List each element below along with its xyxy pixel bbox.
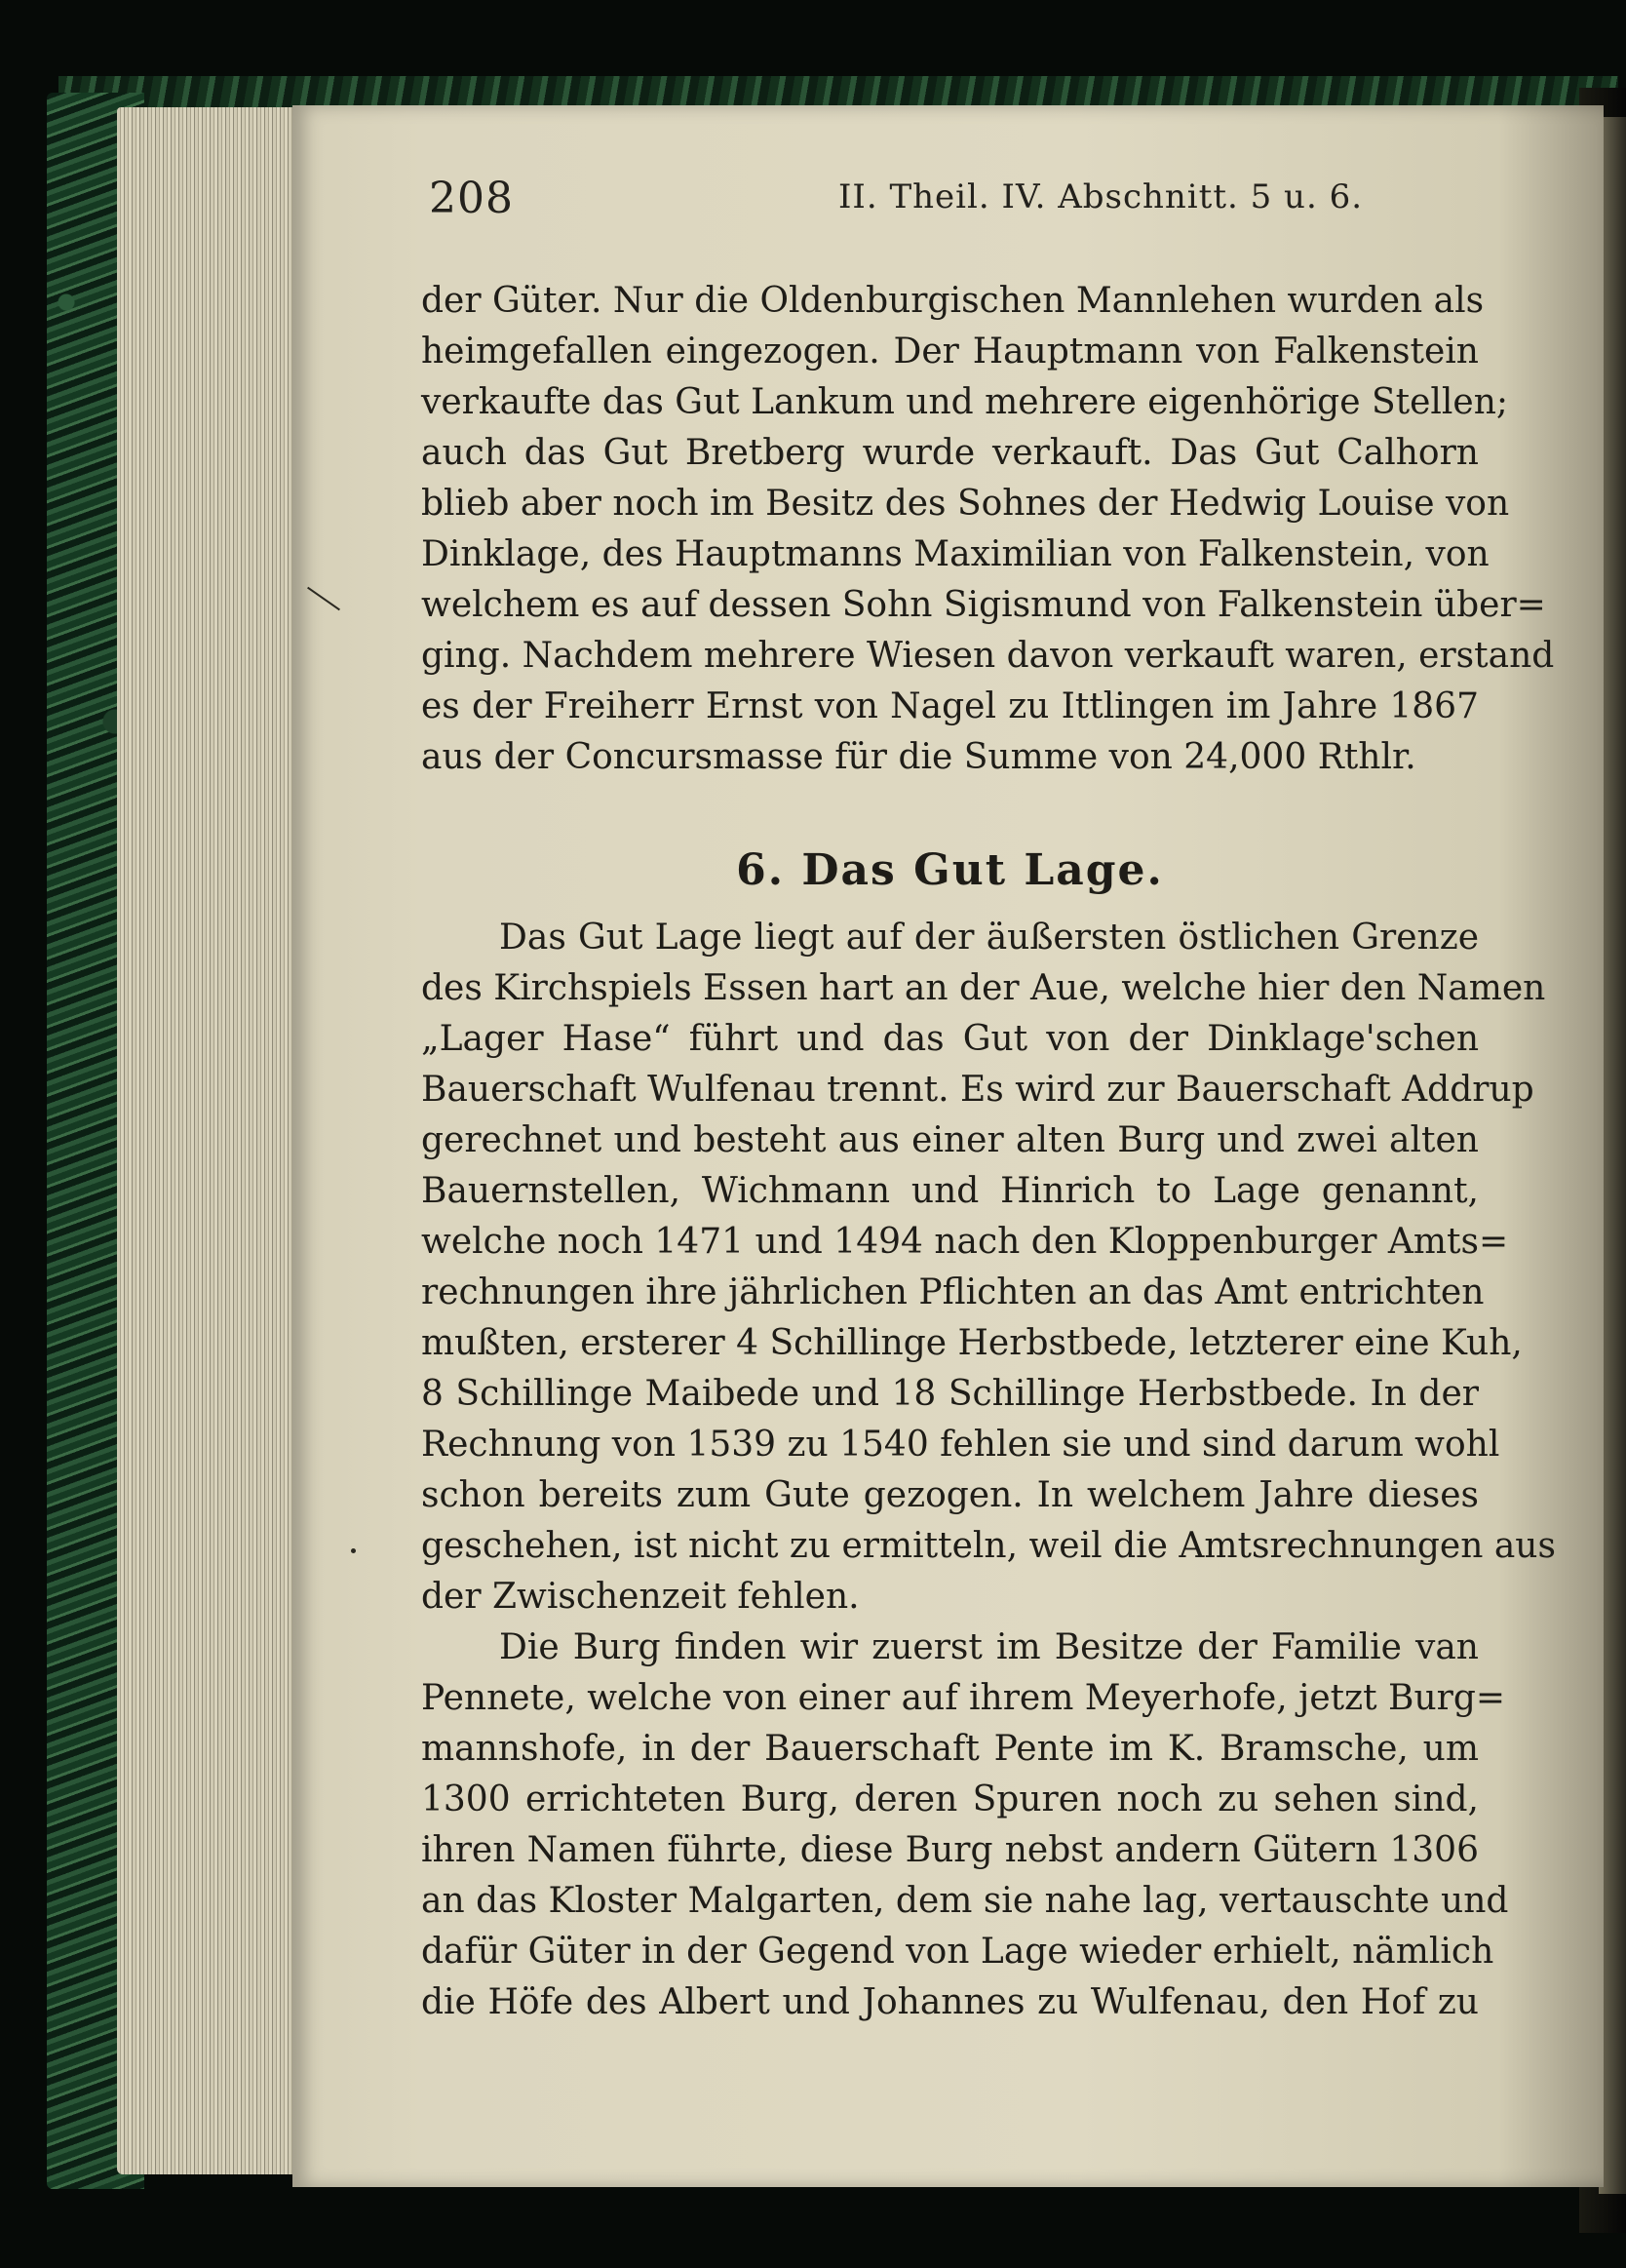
text-line: der Zwischenzeit fehlen. xyxy=(421,1577,860,1617)
section-heading: 6. Das Gut Lage. xyxy=(736,845,1164,895)
text-line: gerechnet und besteht aus einer alten Burg und zwei alten xyxy=(421,1120,1479,1160)
text-line: Rechnung von 1539 zu 1540 fehlen sie und sind darum wohl xyxy=(421,1425,1500,1465)
text-line: 1300 errichteten Burg, deren Spuren noch zu sehen sind, xyxy=(421,1779,1479,1819)
text-line: auch das Gut Bretberg wurde verkauft. Das Gut Calhorn xyxy=(421,433,1479,473)
text-line: geschehen, ist nicht zu ermitteln, weil die Amtsrechnungen aus xyxy=(421,1526,1556,1566)
running-head xyxy=(429,174,1521,242)
text-line: an das Kloster Malgarten, dem sie nahe lag, vertauschte und xyxy=(421,1881,1509,1921)
text-line: die Höfe des Albert und Johannes zu Wulfenau, den Hof zu xyxy=(421,1982,1479,2022)
text-line: ihren Namen führte, diese Burg nebst andern Gütern 1306 xyxy=(421,1830,1479,1870)
text-line: verkaufte das Gut Lankum und mehrere eigenhörige Stellen; xyxy=(421,382,1509,422)
text-line: dafür Güter in der Gegend von Lage wieder erhielt, nämlich xyxy=(421,1932,1494,1972)
pencil-mark xyxy=(307,587,340,611)
text-line: welche noch 1471 und 1494 nach den Kloppenburger Amts= xyxy=(421,1222,1509,1262)
section-gap xyxy=(421,783,1479,837)
text-line: blieb aber noch im Besitz des Sohnes der Hedwig Louise von xyxy=(421,484,1510,524)
page-number: 208 xyxy=(429,174,514,223)
text-line: Die Burg finden wir zuerst im Besitze der Familie van xyxy=(499,1627,1479,1667)
body-text xyxy=(421,276,1556,2028)
text-line: schon bereits zum Gute gezogen. In welchem Jahre dieses xyxy=(421,1475,1479,1515)
text-line: rechnungen ihre jährlichen Pflichten an das Amt entrichten xyxy=(421,1272,1485,1312)
text-line: Dinklage, des Hauptmanns Maximilian von Falkenstein, von xyxy=(421,534,1490,574)
text-line: mannshofe, in der Bauerschaft Pente im K. Bramsche, um xyxy=(421,1729,1479,1769)
page-speck xyxy=(351,1548,356,1553)
text-line: der Güter. Nur die Oldenburgischen Mannlehen wurden als xyxy=(421,281,1485,321)
text-line: es der Freiherr Ernst von Nagel zu Ittlingen im Jahre 1867 xyxy=(421,686,1479,726)
text-line: aus der Concursmasse für die Summe von 24,000 Rthlr. xyxy=(421,737,1416,777)
running-head-title: II. Theil. IV. Abschnitt. 5 u. 6. xyxy=(838,177,1364,216)
book-page xyxy=(292,105,1604,2187)
text-line: mußten, ersterer 4 Schillinge Herbstbede, letzterer eine Kuh, xyxy=(421,1323,1523,1363)
text-line: heimgefallen eingezogen. Der Hauptmann von Falkenstein xyxy=(421,332,1479,371)
text-line: des Kirchspiels Essen hart an der Aue, welche hier den Namen xyxy=(421,968,1546,1008)
text-line: Bauernstellen, Wichmann und Hinrich to Lage genannt, xyxy=(421,1171,1479,1211)
text-line: ging. Nachdem mehrere Wiesen davon verkauft waren, erstand xyxy=(421,636,1555,676)
text-line: 8 Schillinge Maibede und 18 Schillinge Herbstbede. In der xyxy=(421,1374,1479,1414)
text-line: welchem es auf dessen Sohn Sigismund von Falkenstein über= xyxy=(421,585,1546,625)
text-line: Bauerschaft Wulfenau trennt. Es wird zur Bauerschaft Addrup xyxy=(421,1070,1534,1110)
text-line: „Lager Hase“ führt und das Gut von der Dinklage'schen xyxy=(421,1019,1479,1059)
page-edges-stack xyxy=(117,107,312,2174)
text-line: Pennete, welche von einer auf ihrem Meyerhofe, jetzt Burg= xyxy=(421,1678,1506,1718)
text-line: Das Gut Lage liegt auf der äußersten östlichen Grenze xyxy=(499,918,1479,958)
